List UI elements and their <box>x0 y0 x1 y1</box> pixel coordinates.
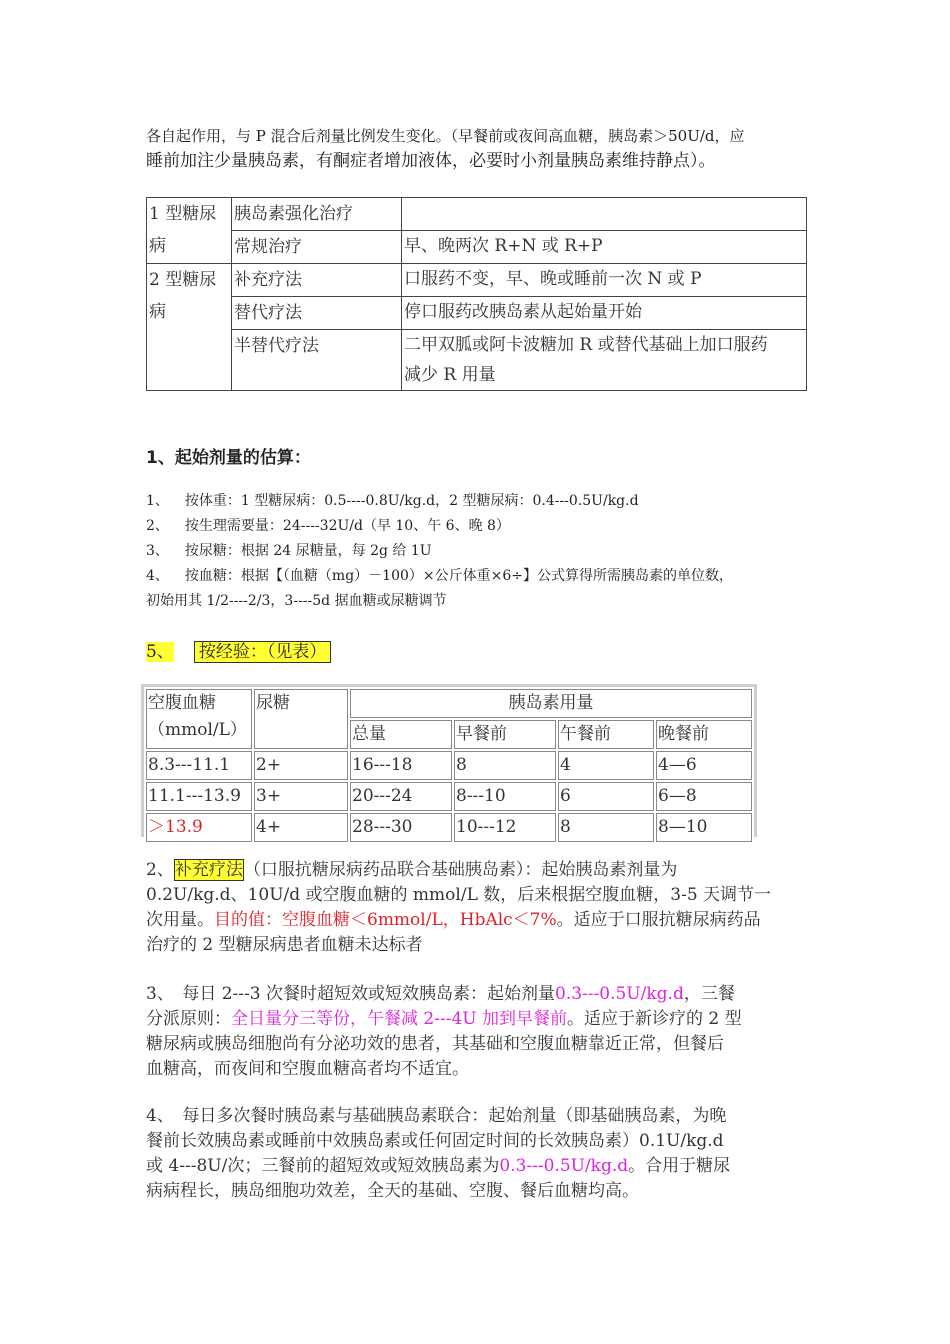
list-number: 3、 <box>146 543 169 559</box>
para-line: 4、 每日多次餐时胰岛素与基础胰岛素联合：起始剂量（即基础胰岛素，为晚 <box>146 1106 727 1126</box>
list-item <box>146 514 826 539</box>
table-row <box>146 813 752 842</box>
detail-line: 减少 R 用量 <box>404 365 496 385</box>
list-item <box>146 539 826 564</box>
type2-label: 2 型糖尿 <box>149 270 217 290</box>
cell-total: 20---24 <box>350 782 452 811</box>
section5-title: 按经验：（见表） <box>194 641 332 663</box>
para-text: 。合用于糖尿 <box>628 1156 731 1176</box>
list-text: 按血糖：根据【（血糖（mg）－100）×公斤体重×6÷】公式算得所需胰岛素的单位数， <box>184 568 733 584</box>
header-fasting <box>146 689 252 749</box>
type1-label: 1 型糖尿 <box>149 204 217 224</box>
para-text: 分派原则： <box>146 1009 231 1029</box>
type1-label-cont: 病 <box>149 236 166 256</box>
experience-table <box>144 687 754 844</box>
dose-estimation-list <box>146 489 826 614</box>
para-text: 次用量。 <box>146 910 214 930</box>
para-line <box>146 858 810 883</box>
cell-urine: 2+ <box>254 751 348 780</box>
method-cell: 替代疗法 <box>232 297 402 330</box>
para-line: 病病程长，胰岛细胞功效差，全天的基础、空腹、餐后血糖均高。 <box>146 1181 639 1201</box>
allocation-text: 全日量分三等份，午餐减 2---4U 加到早餐前 <box>231 1009 567 1029</box>
cell-breakfast: 8 <box>454 751 556 780</box>
para-text: 3、 每日 2---3 次餐时超短效或短效胰岛素：起始剂量 <box>146 984 555 1004</box>
table-row <box>146 782 752 811</box>
header-total: 总量 <box>350 720 452 749</box>
cell-dinner: 8—10 <box>656 813 752 842</box>
cell-breakfast: 10---12 <box>454 813 556 842</box>
cell-fasting: 8.3---11.1 <box>146 751 252 780</box>
table-row <box>147 198 807 231</box>
section5-heading <box>146 637 331 662</box>
table-row <box>147 264 807 297</box>
intro-line-1: 各自起作用，与 P 混合后剂量比例发生变化。（早餐前或夜间高血糖，胰岛素＞50U/d，应 <box>146 127 745 145</box>
treatment-table <box>146 197 807 391</box>
para-line <box>146 908 810 933</box>
header-lunch: 午餐前 <box>558 720 654 749</box>
para-line: 餐前长效胰岛素或睡前中效胰岛素或任何固定时间的长效胰岛素）0.1U/kg.d <box>146 1131 724 1151</box>
list-number: 2、 <box>146 518 169 534</box>
header-insulin: 胰岛素用量 <box>350 689 752 718</box>
cell-total: 16---18 <box>350 751 452 780</box>
para-line <box>146 982 810 1007</box>
paragraph-2 <box>146 858 810 958</box>
list-item <box>146 564 826 589</box>
para-line: 0.2U/kg.d、10U/d 或空腹血糖的 mmol/L 数，后来根据空腹血糖，3-5 天调节一 <box>146 885 772 905</box>
para-line <box>146 1007 810 1032</box>
table-row <box>147 231 807 264</box>
type2-cell <box>147 264 232 391</box>
para-line: 血糖高，而夜间和空腹血糖高者均不适宜。 <box>146 1059 469 1079</box>
section5-number: 5、 <box>146 642 174 662</box>
section-heading: 1、起始剂量的估算： <box>146 448 311 468</box>
detail-cell <box>402 330 807 391</box>
cell-breakfast: 8---10 <box>454 782 556 811</box>
list-number: 4、 <box>146 568 169 584</box>
para-text: 。适应于新诊疗的 2 型 <box>567 1009 742 1029</box>
cell-urine: 4+ <box>254 813 348 842</box>
intro-line-2: 睡前加注少量胰岛素，有酮症者增加液体，必要时小剂量胰岛素维持静点）。 <box>146 151 716 171</box>
intro-paragraph <box>146 124 810 174</box>
detail-cell: 早、晚两次 R+N 或 R+P <box>402 231 807 264</box>
dose-text: 0.3---0.5U/kg.d <box>499 1156 629 1176</box>
table-row <box>147 297 807 330</box>
table-row <box>147 330 807 391</box>
detail-cell <box>402 198 807 231</box>
cell-urine: 3+ <box>254 782 348 811</box>
cell-lunch: 6 <box>558 782 654 811</box>
list-text: 按体重：1 型糖尿病：0.5----0.8U/kg.d，2 型糖尿病：0.4---0.5U/kg.d <box>184 493 639 509</box>
cell-lunch: 8 <box>558 813 654 842</box>
method-cell: 胰岛素强化治疗 <box>232 198 402 231</box>
type2-label-cont: 病 <box>149 302 166 322</box>
detail-cell: 停口服药改胰岛素从起始量开始 <box>402 297 807 330</box>
method-cell: 补充疗法 <box>232 264 402 297</box>
para-line: 治疗的 2 型糖尿病患者血糖未达标者 <box>146 935 423 955</box>
method-cell: 常规治疗 <box>232 231 402 264</box>
para-text: 。适应于口服抗糖尿病药品 <box>556 910 761 930</box>
experience-table-frame <box>141 684 757 837</box>
list-text: 按尿糖：根据 24 尿糖量，每 2g 给 1U <box>184 543 432 559</box>
table-row <box>146 751 752 780</box>
type1-cell <box>147 198 232 264</box>
para-text: ，三餐 <box>683 984 735 1004</box>
cell-fasting: ＞13.9 <box>146 813 252 842</box>
highlighted-term: 补充疗法 <box>174 860 243 880</box>
list-text: 按生理需要量：24----32U/d（早 10、午 6、晚 8） <box>184 518 510 534</box>
detail-line: 二甲双胍或阿卡波糖加 R 或替代基础上加口服药 <box>404 335 768 355</box>
para-line <box>146 1154 810 1179</box>
method-cell: 半替代疗法 <box>232 330 402 391</box>
list-number: 1、 <box>146 493 169 509</box>
cell-dinner: 4—6 <box>656 751 752 780</box>
target-value-text: 目的值：空腹血糖＜6mmol/L，HbAlc＜7% <box>214 910 557 930</box>
cell-fasting: 11.1---13.9 <box>146 782 252 811</box>
para-text: （口服抗糖尿病药品联合基础胰岛素）：起始胰岛素剂量为 <box>243 860 678 880</box>
list-item <box>146 489 826 514</box>
cell-lunch: 4 <box>558 751 654 780</box>
paragraph-3 <box>146 982 810 1082</box>
para-text: 或 4---8U/次；三餐前的超短效或短效胰岛素为 <box>146 1156 500 1176</box>
detail-cell: 口服药不变，早、晚或睡前一次 N 或 P <box>402 264 807 297</box>
header-text: 空腹血糖 <box>148 693 216 713</box>
cell-total: 28---30 <box>350 813 452 842</box>
cell-dinner: 6—8 <box>656 782 752 811</box>
dose-text: 0.3---0.5U/kg.d <box>555 984 684 1004</box>
paragraph-4 <box>146 1104 810 1204</box>
header-dinner: 晚餐前 <box>656 720 752 749</box>
para-line: 糖尿病或胰岛细胞尚有分泌功效的患者，其基础和空腹血糖靠近正常，但餐后 <box>146 1034 724 1054</box>
header-urine: 尿糖 <box>254 689 348 749</box>
list-item-cont: 初始用其 1/2----2/3，3----5d 据血糖或尿糖调节 <box>146 593 447 609</box>
para-number: 2、 <box>146 860 174 880</box>
table-row <box>146 689 752 718</box>
header-text: （mmol/L） <box>148 720 247 740</box>
header-breakfast: 早餐前 <box>454 720 556 749</box>
